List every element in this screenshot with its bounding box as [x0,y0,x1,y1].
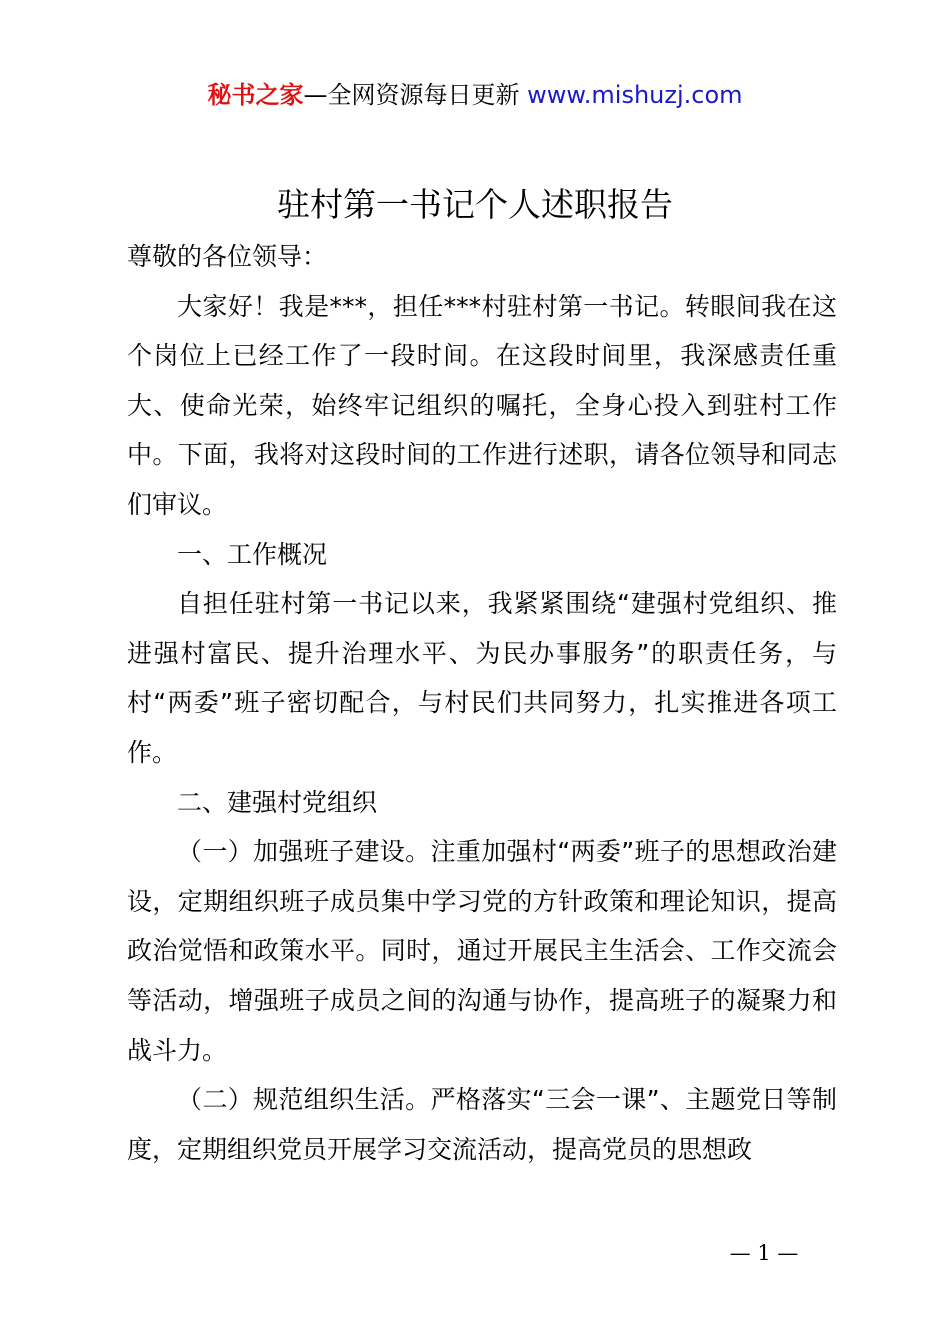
brand-name: 秘书之家 [207,81,304,109]
document-title: 驻村第一书记个人述职报告 [277,185,673,224]
paragraph-team-building: （一）加强班子建设。注重加强村“两委”班子的思想政治建设，定期组织班子成员集中学习党的方针政策和理论知识，提高政治觉悟和政策水平。同时，通过开展民主生活会、工作交流会等活动，增强班子成员之间的沟通与协作，提高班子的凝聚力和战斗力。 [127,837,837,1065]
site-header [0,78,950,112]
site-url-link[interactable]: www.mishuzj.com [527,81,743,109]
section-heading-party-building: 二、建强村党组织 [177,787,378,817]
paragraph-intro: 大家好！我是***，担任***村驻村第一书记。转眼间我在这个岗位上已经工作了一段时间。在这段时间里，我深感责任重大、使命光荣，始终牢记组织的嘱托，全身心投入到驻村工作中。下面，我将对这段时间的工作进行述职，请各位领导和同志们审议。 [127,291,837,519]
page-number: — 1 — [729,1241,799,1265]
section-heading-overview: 一、工作概况 [177,539,328,569]
paragraph-organization-life: （二）规范组织生活。严格落实“三会一课”、主题党日等制度，定期组织党员开展学习交流活动，提高党员的思想政 [127,1085,837,1164]
paragraph-overview: 自担任驻村第一书记以来，我紧紧围绕“建强村党组织、推进强村富民、提升治理水平、为民办事服务”的职责任务，与村“两委”班子密切配合，与村民们共同努力，扎实推进各项工作。 [127,589,837,767]
document-body [127,232,837,1174]
salutation: 尊敬的各位领导： [127,242,328,271]
header-tagline: —全网资源每日更新 [303,81,528,109]
